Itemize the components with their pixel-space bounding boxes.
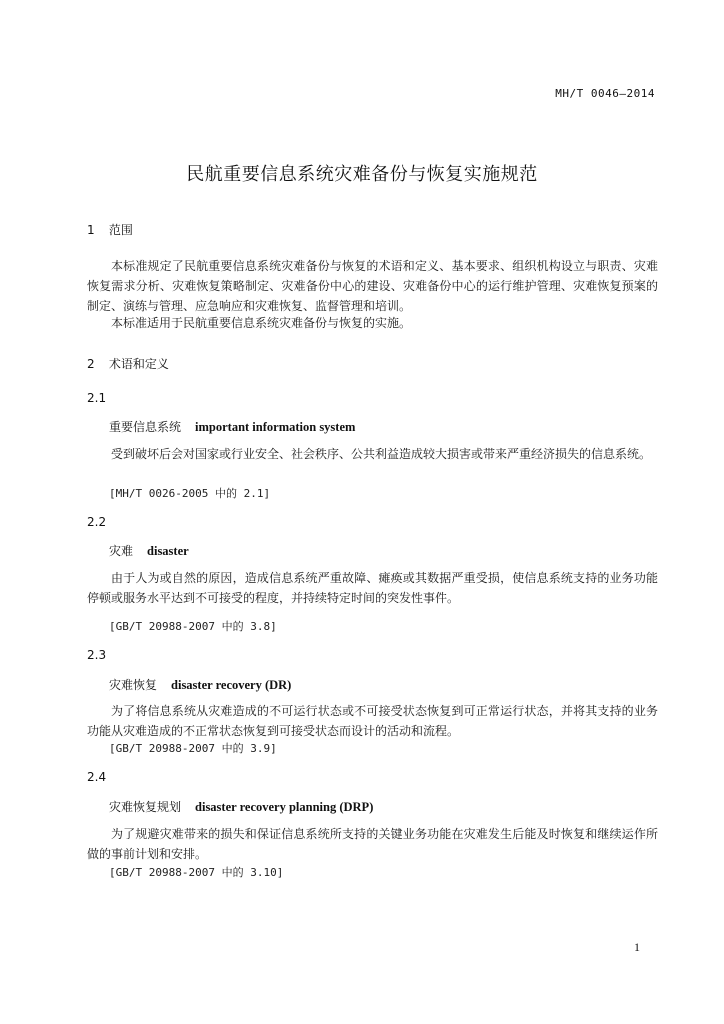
- term-chinese: 灾难恢复规划: [109, 800, 182, 814]
- section-number: 1: [87, 223, 95, 237]
- term-heading: [109, 676, 291, 693]
- term-chinese: 灾难恢复: [109, 678, 158, 692]
- term-reference: [GB/T 20988-2007 中的 3.9]: [109, 742, 277, 755]
- section-heading-scope: [87, 221, 133, 238]
- page-title: 民航重要信息系统灾难备份与恢复实施规范: [186, 164, 538, 185]
- term-definition: 为了规避灾难带来的损失和保证信息系统所支持的关键业务功能在灾难发生后能及时恢复和继续运作所做的事前计划和安排。: [87, 827, 658, 861]
- term-definition: 由于人为或自然的原因，造成信息系统严重故障、瘫痪或其数据严重受损，使信息系统支持的业务功能停顿或服务水平达到不可接受的程度，并持续特定时间的突发性事件。: [87, 571, 658, 605]
- scope-applicability-paragraph: 本标准适用于民航重要信息系统灾难备份与恢复的实施。: [111, 316, 412, 330]
- page-number: 1: [634, 940, 640, 954]
- clause-number: 2.3: [87, 648, 107, 662]
- term-heading: [109, 542, 189, 559]
- term-chinese: 灾难: [109, 544, 134, 558]
- term-reference: [GB/T 20988-2007 中的 3.10]: [109, 866, 284, 879]
- clause-number: 2.1: [87, 391, 107, 405]
- term-reference: [MH/T 0026-2005 中的 2.1]: [109, 487, 271, 500]
- scope-paragraph: 本标准规定了民航重要信息系统灾难备份与恢复的术语和定义、基本要求、组织机构设立与职责、灾难恢复需求分析、灾难恢复策略制定、灾难备份中心的建设、灾难备份中心的运行维护管理、灾难恢复预案的制定、演练与管理、应急响应和灾难恢复、监督管理和培训。: [87, 259, 658, 313]
- term-definition: 受到破坏后会对国家或行业安全、社会秩序、公共利益造成较大损害或带来严重经济损失的信息系统。: [111, 447, 652, 461]
- term-heading: [109, 418, 355, 435]
- term-definition: 为了将信息系统从灾难造成的不可运行状态或不可接受状态恢复到可正常运行状态，并将其支持的业务功能从灾难造成的不正常状态恢复到可接受状态而设计的活动和流程。: [87, 704, 658, 738]
- term-heading: [109, 798, 373, 815]
- term-reference: [GB/T 20988-2007 中的 3.8]: [109, 620, 277, 633]
- section-heading-terms: [87, 355, 169, 372]
- term-chinese: 重要信息系统: [109, 420, 182, 434]
- document-code: MH/T 0046—2014: [555, 87, 655, 100]
- section-title: 范围: [108, 223, 133, 237]
- term-english: disaster recovery planning (DRP): [195, 800, 374, 814]
- section-title: 术语和定义: [108, 357, 169, 371]
- clause-number: 2.2: [87, 515, 107, 529]
- term-english: disaster: [147, 544, 189, 558]
- term-english: disaster recovery (DR): [171, 678, 292, 692]
- term-english: important information system: [195, 420, 356, 434]
- section-number: 2: [87, 357, 95, 371]
- clause-number: 2.4: [87, 770, 107, 784]
